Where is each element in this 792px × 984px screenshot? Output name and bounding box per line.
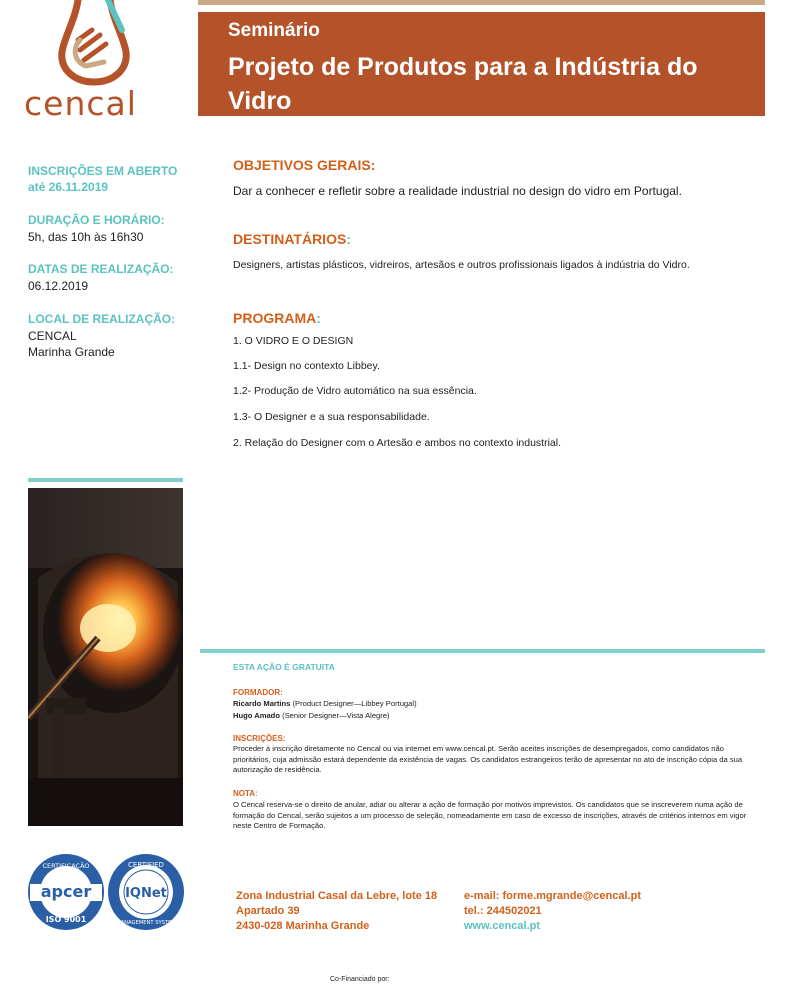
destinatarios-text: Designers, artistas plásticos, vidreiros, artesãos e outros profissionais ligados à indústria do Vidro. [233,259,690,271]
programa-heading [233,310,321,326]
iqnet-brand: IQNet [125,886,167,901]
glassblowing-photo [28,488,183,826]
programa-item: 1.2- Produção de Vidro automático na sua essência. [233,385,477,397]
duracao-value: 5h, das 10h às 16h30 [28,230,144,244]
destinatarios-heading [233,231,351,247]
iqnet-certification-badge [106,852,186,932]
glass-hand-icon [20,0,170,90]
local-label: LOCAL DE REALIZAÇÃO: [28,312,176,326]
local-line2: Marinha Grande [28,345,115,359]
datas-value: 06.12.2019 [28,279,89,293]
objetivos-text: Dar a conhecer e refletir sobre a realidade industrial no design do vidro em Portugal. [233,184,682,198]
local-line1: CENCAL [28,329,77,343]
inscricoes-deadline: até 26.11.2019 [28,180,109,194]
nota-label: NOTA: [233,789,258,798]
address-line2: Apartado 39 [236,905,300,917]
apcer-certification-badge [26,852,106,932]
apcer-bottom-text: ISO 9001 [45,915,87,924]
apcer-top-text: CERTIFICAÇÃO [42,862,90,870]
destinatarios-colon: : [346,231,351,247]
cofinanced-label: Co-Financiado por: [330,976,390,983]
programa-item: 1. O VIDRO E O DESIGN [233,335,354,347]
programa-colon: : [316,310,321,326]
iqnet-top-text: CERTIFIED [128,861,164,869]
address-line3: 2430-028 Marinha Grande [236,920,370,932]
gratuita-label: ESTA AÇÃO É GRATUITA [233,662,335,672]
duracao-label: DURAÇÃO E HORÁRIO: [28,213,165,227]
phone-number: tel.: 244502021 [464,905,542,917]
formador-1-name: Ricardo Martins [233,699,291,708]
destinatarios-heading-text: DESTINATÁRIOS [233,231,347,247]
website-link[interactable]: www.cencal.pt [464,920,541,932]
address-line1: Zona Industrial Casal da Lebre, lote 18 [236,890,438,902]
sidebar-divider [28,478,183,482]
nota-text: O Cencal reserva-se o direito de anular, adiar ou alterar a ação de formação por motivos imprevistos. Os candidatos que se inscreverem numa ação de formação do Cencal, serão sujeitos a um processo de seleção, nomeadamente em caso de excesso de inscrições, através de critérios internos em vigor neste Centro de Formação. [233,800,747,831]
formador-2 [233,711,390,722]
datas-label: DATAS DE REALIZAÇÃO: [28,262,174,276]
objetivos-heading: OBJETIVOS GERAIS: [233,157,376,173]
details-divider [200,649,765,653]
title-banner [198,12,765,116]
programa-item: 2. Relação do Designer com o Artesão e ambos no contexto industrial. [233,437,562,449]
iqnet-bottom-text: MANAGEMENT SYSTEM [116,920,176,926]
top-accent-line [198,0,765,5]
programa-item: 1.3- O Designer e a sua responsabilidade. [233,411,430,423]
formador-2-name: Hugo Amado [233,711,280,720]
inscricoes-detail-text: Proceder à inscrição diretamente no Cencal ou via internet em www.cencal.pt. Serão aceites inscrições de desempregados, como candidatos não prioritários, cuja admissão estará dependente da existência de vagas. Os candidatos estrangeiros terão de apresentar no ato de inscrição cópia da sua autorização de residência. [233,744,743,775]
logo-wordmark: cencal [24,84,137,123]
nota-label-text: NOTA [233,789,256,798]
programa-item: 1.1- Design no contexto Libbey. [233,360,380,372]
inscricoes-detail-label: INSCRIÇÕES: [233,734,286,743]
formador-1-role: (Product Designer—Libbey Portugal) [290,699,417,708]
banner-label: Seminário [228,20,320,41]
formador-label: FORMADOR: [233,688,283,697]
inscricoes-label: INSCRIÇÕES EM ABERTO [28,164,178,178]
email-link[interactable]: e-mail: forme.mgrande@cencal.pt [464,890,641,902]
apcer-brand: apcer [40,882,92,901]
programa-heading-text: PROGRAMA [233,310,317,326]
page-title: Projeto de Produtos para a Indústria do Vidro [228,53,698,115]
formador-2-role: (Senior Designer—Vista Alegre) [279,711,390,720]
formador-1 [233,699,417,710]
